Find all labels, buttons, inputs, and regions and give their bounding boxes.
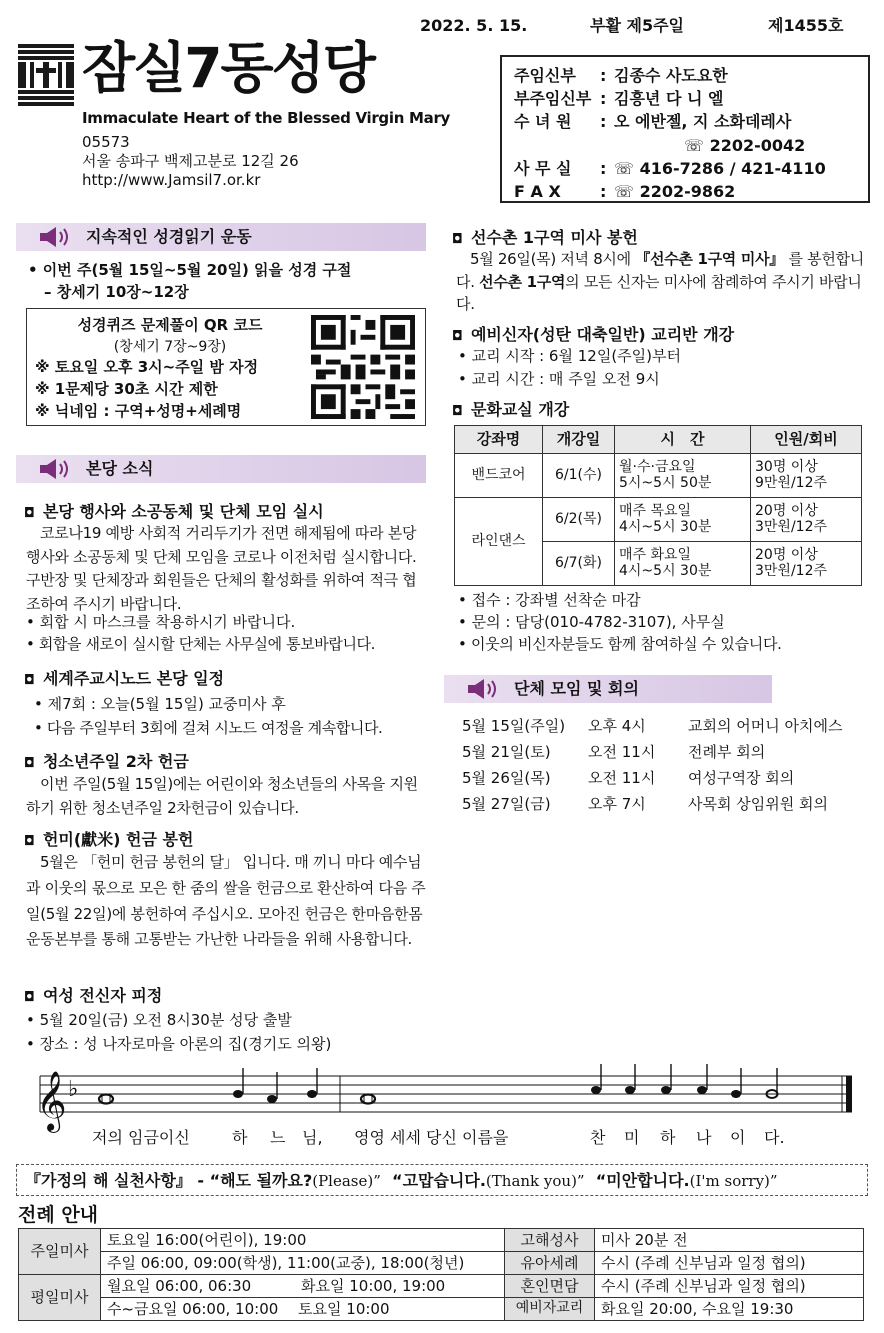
street-address: 서울 송파구 백제고분로 12길 26 <box>82 152 299 171</box>
issue-date: 2022. 5. 15. <box>420 16 528 35</box>
list-item: 5월 15일(주일) 오후 4시 교회의 어머니 아치에스 <box>462 717 843 735</box>
news-events-bullet-mask: • 회합 시 마스크를 착용하시기 바랍니다. <box>26 613 296 631</box>
bible-reading-line: • 이번 주(5월 15일~5월 20일) 읽을 성경 구절 <box>28 261 352 279</box>
bible-reading-heading: 지속적인 성경읽기 운동 <box>86 227 252 247</box>
list-item: 5월 26일(목) 오전 11시 여성구역장 회의 <box>462 769 795 787</box>
quiz-note-nickname: ※ 닉네임 : 구역+성명+세례명 <box>35 401 242 420</box>
sisters-names: 오 에반젤, 지 소화데레사 <box>614 112 792 132</box>
news-rice-paragraph: 5월은 「헌미 헌금 봉헌의 달」 입니다. 매 끼니 마다 예수님과 이웃의 몫으로 모은 한 줌의 쌀을 헌금으로 환산하여 다음 주일(5월 22일)에 봉헌하여 주십시오. 모아진 헌금은 한마음한몸운동본부를 통해 고통받는 가난한 나라들을 위해 사용합니다. <box>26 853 426 949</box>
weekday-mass-wed-sat: 수~금요일 06:00, 10:00 토요일 10:00 <box>101 1298 505 1321</box>
sunday-mass-label: 주일미사 <box>19 1229 101 1275</box>
meetings-heading-bar <box>444 675 772 703</box>
culture-open-note: • 이웃의 비신자분들도 함께 참여하실 수 있습니다. <box>458 635 782 653</box>
pastor-label: 주임신부 <box>514 66 576 85</box>
office-label: 사 무 실 <box>514 158 572 178</box>
pastor-name: 김종수 사도요한 <box>614 66 728 85</box>
list-item: 5월 27일(금) 오후 7시 사목회 상임위원 회의 <box>462 795 828 813</box>
office-phone: ☏ 416-7286 / 421-4110 <box>614 158 826 178</box>
postcode: 05573 <box>82 133 130 151</box>
culture-col-people: 인원/회비 <box>751 426 862 454</box>
news-heading-retreat: ◘ 여성 전신자 피정 <box>24 986 163 1005</box>
news-events-paragraph: 코로나19 예방 사회적 거리두기가 전면 해제됨에 따라 본당 행사와 소공동체 및 단체 모임을 코로나 이전처럼 실시합니다. 구반장 및 단체장과 회원들은 단체의 활성화를 위하여 적극 협조하여 주시기 바랍니다. <box>26 524 417 614</box>
liturgy-title: 전례 안내 <box>18 1204 99 1226</box>
right-mass-paragraph: 5월 26일(목) 저녁 8시에 『선수촌 1구역 미사』 를 봉헌합니다. 선수촌 1구역의 모든 신자는 미사에 참례하여 주시기 바랍니다. <box>456 250 864 313</box>
church-english-name: Immaculate Heart of the Blessed Virgin Mary <box>82 109 451 127</box>
news-synod-bullet-next: • 다음 주일부터 3회에 걸쳐 시노드 여정을 계속합니다. <box>34 719 383 737</box>
quiz-note-limit: ※ 1문제당 30초 시간 제한 <box>35 379 218 398</box>
infant-baptism-label: 유아세례 <box>505 1252 595 1275</box>
marriage-label: 혼인면담 <box>505 1275 595 1298</box>
church-name: 잠실7동성당 <box>82 36 374 100</box>
fax-number: ☏ 2202-9862 <box>614 181 736 201</box>
right-heading-culture: ◘ 문화교실 개강 <box>452 400 570 419</box>
quiz-range: (창세기 7장~9장) <box>113 338 227 355</box>
contact-box: 주임신부 : 김종수 사도요한 부주임신부 : 김흥년 다 니 엘 수 녀 원 : 오 에반젤, 지 소화데레사 ☏ 2202-0042 사 무 실 : ☏ 416-7286 / 421-4110 F A X : ☏ 2202-9862 <box>500 55 870 203</box>
catechumen-value: 화요일 20:00, 수요일 19:30 <box>595 1298 864 1321</box>
issue-line <box>420 14 870 44</box>
speaker-icon <box>458 677 506 701</box>
bible-reading-heading-bar <box>16 223 426 251</box>
bible-quiz-box <box>26 308 426 426</box>
parish-news-heading: 본당 소식 <box>86 459 154 479</box>
assistant-name: 김흥년 다 니 엘 <box>614 89 724 109</box>
confession-label: 고해성사 <box>505 1229 595 1252</box>
church-address <box>82 133 299 191</box>
website-link[interactable]: http://www.Jamsil7.or.kr <box>82 171 261 190</box>
culture-inquiry: • 문의 : 담당(010-4782-3107), 사무실 <box>458 613 725 631</box>
table-row <box>19 1229 864 1252</box>
issue-number: 제1455호 <box>768 16 844 35</box>
news-heading-rice: ◘ 헌미(獻米) 헌금 봉헌 <box>24 830 194 849</box>
table-row <box>19 1298 864 1321</box>
culture-class-table <box>454 425 862 586</box>
catechumen-label: 예비자교리 <box>505 1298 595 1321</box>
flat-icon: ♭ <box>68 1077 79 1102</box>
speaker-icon <box>30 225 78 249</box>
news-events-bullet-notify: • 회합을 새로이 실시할 단체는 사무실에 통보바랍니다. <box>26 635 376 653</box>
bible-reading-passage: – 창세기 10장~12장 <box>44 283 189 301</box>
infant-baptism-value: 수시 (주례 신부님과 일정 협의) <box>595 1252 864 1275</box>
sunday-mass-saturday: 토요일 16:00(어린이), 19:00 <box>101 1229 505 1252</box>
catechism-time: • 교리 시간 : 매 주일 오전 9시 <box>458 370 660 388</box>
list-item: 5월 21일(토) 오전 11시 전례부 회의 <box>462 743 766 761</box>
news-heading-youth: ◘ 청소년주일 2차 헌금 <box>24 752 189 771</box>
church-logo-icon <box>18 44 74 106</box>
treble-clef-icon: 𝄞 <box>36 1071 67 1131</box>
quiz-note-time: ※ 토요일 오후 3시~주일 밤 자정 <box>35 358 259 377</box>
culture-col-time: 시 간 <box>615 426 751 454</box>
culture-col-course: 강좌명 <box>455 426 543 454</box>
news-heading-events: ◘ 본당 행사와 소공동체 및 단체 모임 실시 <box>24 502 324 521</box>
assistant-label: 부주임신부 <box>514 89 592 109</box>
table-row <box>19 1252 864 1275</box>
liturgy-table <box>18 1228 864 1321</box>
news-synod-bullet-today: • 제7회 : 오늘(5월 15일) 교중미사 후 <box>34 695 286 713</box>
culture-registration: • 접수 : 강좌별 선착순 마감 <box>458 591 641 609</box>
family-year-practice: 『가정의 해 실천사항』 - “해도 될까요?(Please)” “고맙습니다.(Thank you)” “미안합니다.(I'm sorry)” <box>16 1164 868 1196</box>
quiz-title: 성경퀴즈 문제풀이 QR 코드 <box>77 316 263 334</box>
news-retreat-bullet-date: • 5월 20일(금) 오전 8시30분 성당 출발 <box>26 1011 292 1029</box>
marriage-value: 수시 (주례 신부님과 일정 협의) <box>595 1275 864 1298</box>
news-heading-synod: ◘ 세계주교시노드 본당 일정 <box>24 669 225 688</box>
table-row <box>19 1275 864 1298</box>
meetings-heading: 단체 모임 및 회의 <box>514 679 639 699</box>
qr-code-icon[interactable] <box>311 315 415 419</box>
news-retreat-bullet-place: • 장소 : 성 나자로마을 아론의 집(경기도 의왕) <box>26 1035 332 1053</box>
liturgical-week: 부활 제5주일 <box>590 16 684 35</box>
right-heading-catechism: ◘ 예비신자(성탄 대축일반) 교리반 개강 <box>452 325 735 344</box>
table-row: 6/7(화) 매주 화요일 4시~5시 30분 20명 이상 3만원/12주 <box>455 542 862 586</box>
sisters-label: 수 녀 원 <box>514 112 572 132</box>
catechism-start: • 교리 시작 : 6월 12일(주일)부터 <box>458 347 681 365</box>
sunday-mass-sunday: 주일 06:00, 09:00(학생), 11:00(교중), 18:00(청년) <box>101 1252 505 1275</box>
right-heading-mass: ◘ 선수촌 1구역 미사 봉헌 <box>452 228 638 247</box>
confession-value: 미사 20분 전 <box>595 1229 864 1252</box>
fax-label: F A X <box>514 181 561 201</box>
parish-news-heading-bar <box>16 455 426 483</box>
weekday-mass-label: 평일미사 <box>19 1275 101 1321</box>
news-youth-paragraph: 이번 주일(5월 15일)에는 어린이와 청소년들의 사목을 지원하기 위한 청소년주일 2차헌금이 있습니다. <box>26 775 418 817</box>
table-row: 밴드코어 6/1(수) 월·수·금요일 5시~5시 50분 30명 이상 9만원/12주 <box>455 454 862 498</box>
sisters-phone: ☏ 2202-0042 <box>684 135 806 155</box>
speaker-icon <box>30 457 78 481</box>
table-row: 라인댄스 6/2(목) 매주 목요일 4시~5시 30분 20명 이상 3만원/12주 <box>455 498 862 542</box>
weekday-mass-mon-tue: 월요일 06:00, 06:30 화요일 10:00, 19:00 <box>101 1275 505 1298</box>
culture-col-start: 개강일 <box>543 426 615 454</box>
